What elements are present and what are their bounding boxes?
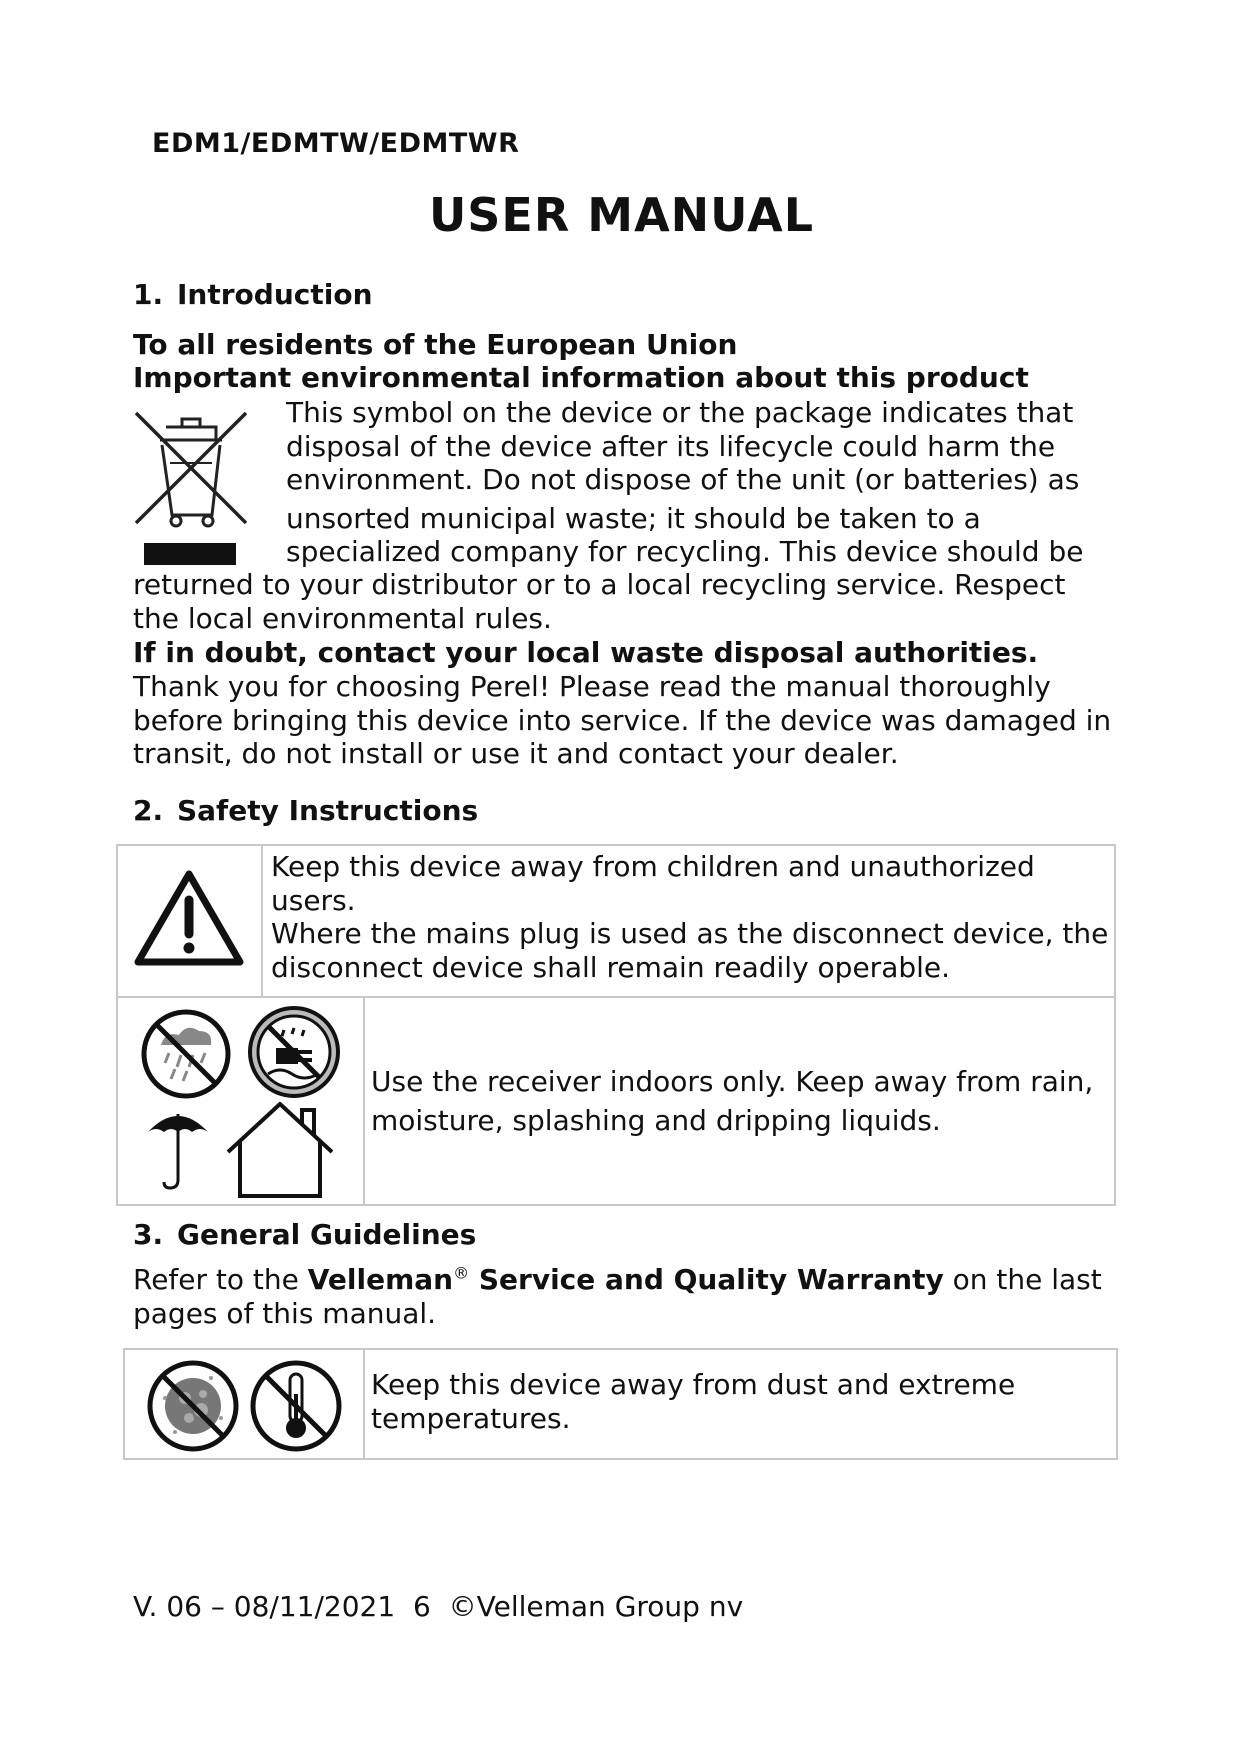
section-1-heading: 1. Introduction <box>133 278 373 311</box>
footer-copyright: ©Velleman Group nv <box>448 1590 744 1623</box>
thanks-paragraph: Thank you for choosing Perel! Please read the manual thoroughly before bringing this device into service. If the device was damaged in transit, do not install or use it and contact your dealer. <box>133 670 1112 770</box>
guidelines-row-text: Keep this device away from dust and extreme temperatures. <box>371 1368 1016 1435</box>
column-divider <box>363 996 365 1206</box>
safety-row-2-text: Use the receiver indoors only. Keep away from rain, moisture, splashing and dripping liquids. <box>371 1065 1094 1137</box>
page-title: USER MANUAL <box>428 188 815 242</box>
eu-heading: To all residents of the European Union <box>133 328 738 361</box>
umbrella-icon <box>146 1108 210 1190</box>
house-icon <box>224 1100 336 1200</box>
doubt-notice: If in doubt, contact your local waste disposal authorities. <box>133 636 1039 669</box>
warning-triangle-icon <box>134 868 244 968</box>
footer-version: V. 06 – 08/11/2021 <box>133 1590 396 1623</box>
no-water-plug-icon <box>246 1004 342 1100</box>
footer <box>133 1590 743 1623</box>
column-divider <box>261 844 263 996</box>
weee-text: This symbol on the device or the package indicates that disposal of the device after its lifecycle could harm the environment. Do not dispose of the unit (or batteries) as unsorted municipal waste; it should be taken to a specialized company for recycling. This device should be <box>286 396 1084 568</box>
no-rain-icon <box>139 1007 233 1101</box>
column-divider <box>363 1348 365 1460</box>
section-3-heading: 3. General Guidelines <box>133 1218 477 1251</box>
no-dust-icon <box>145 1358 241 1454</box>
row-divider <box>116 996 1116 998</box>
env-heading: Important environmental information about this product <box>133 361 1029 394</box>
weee-text-continued: returned to your distributor or to a local recycling service. Respect the local environmental rules. <box>133 568 1066 635</box>
section-2-heading: 2. Safety Instructions <box>133 794 479 827</box>
warranty-paragraph: Refer to the Velleman® Service and Quality Warranty on the last pages of this manual. <box>133 1263 1102 1330</box>
safety-row-1-text: Keep this device away from children and unauthorized users. Where the mains plug is used as the disconnect device, the disconnect device shall remain readily operable. <box>271 850 1109 984</box>
no-temperature-icon <box>248 1358 344 1454</box>
footer-page-number: 6 <box>412 1590 431 1623</box>
model-number: EDM1/EDMTW/EDMTWR <box>152 128 520 159</box>
weee-bin-icon <box>132 405 250 575</box>
